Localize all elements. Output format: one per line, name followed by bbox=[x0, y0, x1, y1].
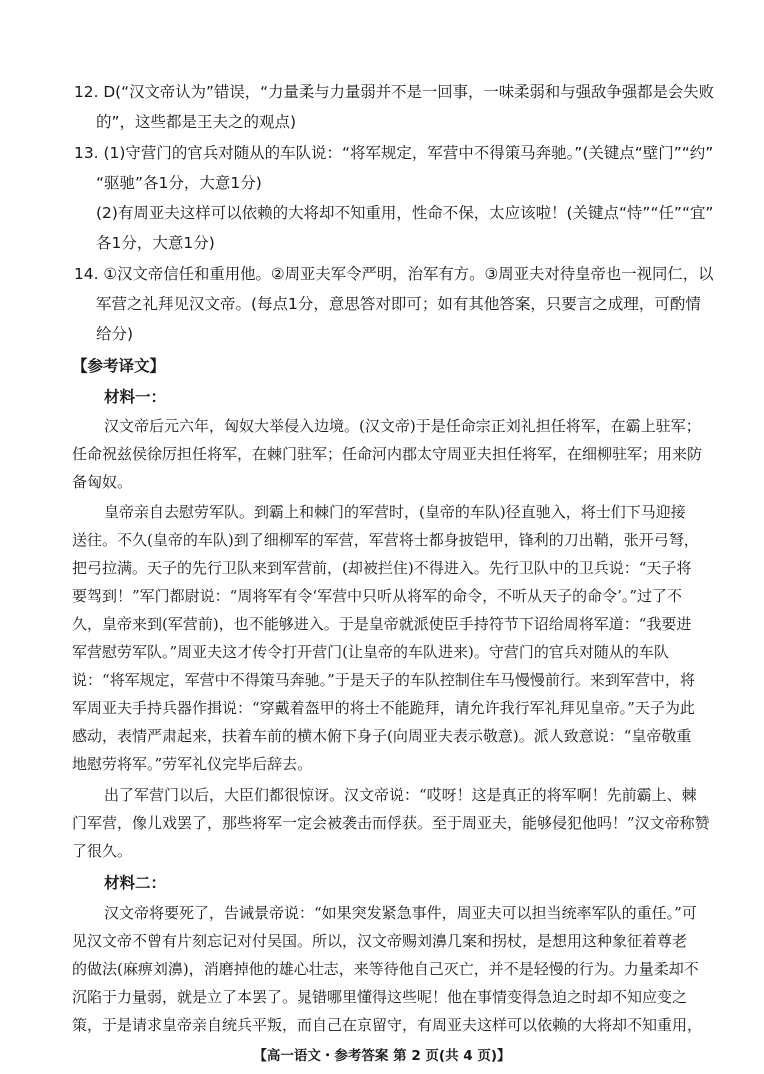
material-1-para-2-line: 皇帝亲自去慰劳军队。到霸上和棘门的军营时，(皇帝的车队)径直驰入，将士们下马迎接 bbox=[104, 503, 686, 521]
answer-13-part2-line-1: (2)有周亚夫这样可以依赖的大将却不知重用，性命不保，太应该啦！(关键点“恃”“任”“宜” bbox=[96, 204, 714, 222]
material-1-para-1-line: 备匈奴。 bbox=[72, 473, 133, 491]
material-2-para-1-line: 的做法(麻痹刘濞)，消磨掉他的雄心壮志，来等待他自己灭亡，并不是轻慢的行为。力量柔却不 bbox=[72, 960, 699, 978]
answer-14-line-1: 14. ①汉文帝信任和重用他。②周亚夫军令严明，治军有方。③周亚夫对待皇帝也一视同仁，以 bbox=[74, 265, 714, 283]
material-1-para-3-line: 了很久。 bbox=[72, 842, 133, 860]
material-2-para-1-line: 汉文帝将要死了，告诫景帝说：“如果突发紧急事件，周亚夫可以担当统率军队的重任。”可 bbox=[104, 904, 697, 922]
answer-13-part1-line-2: “驱驰”各1分，大意1分) bbox=[96, 174, 262, 192]
material-1-para-3-line: 门军营，像儿戏罢了，那些将军一定会被袭击而俘获。至于周亚夫，能够侵犯他吗！”汉文帝称赞 bbox=[72, 814, 710, 832]
material-2-title: 材料二： bbox=[104, 874, 167, 892]
material-1-para-2-line: 把弓拉满。天子的先行卫队来到军营前，(却被拦住)不得进入。先行卫队中的卫兵说：“天子将 bbox=[72, 559, 692, 577]
answer-13-part2-line-2: 各1分，大意1分) bbox=[96, 234, 215, 252]
material-1-para-3-line: 出了军营门以后，大臣们都很惊讶。汉文帝说：“哎呀！这是真正的将军啊！先前霸上、棘 bbox=[104, 786, 697, 804]
answer-14-line-3: 给分) bbox=[96, 325, 134, 343]
material-1-para-2-line: 地慰劳将军。”劳军礼仪完毕后辞去。 bbox=[72, 755, 313, 773]
answer-14-line-2: 军营之礼拜见汉文帝。(每点1分，意思答对即可；如有其他答案，只要言之成理，可酌情 bbox=[96, 295, 701, 313]
material-1-para-1-line: 任命祝兹侯徐厉担任将军，在棘门驻军；任命河内郡太守周亚夫担任将军，在细柳驻军；用来防 bbox=[72, 445, 703, 463]
material-1-para-2-line: 送往。不久(皇帝的车队)到了细柳军的军营，军营将士都身披铠甲，锋利的刀出鞘，张开弓弩， bbox=[72, 531, 699, 549]
translation-heading: 【参考译文】 bbox=[72, 357, 166, 375]
answer-13-part1-line-1: 13. (1)守营门的官兵对随从的车队说：“将军规定，军营中不得策马奔驰。”(关键点“壁门”“约” bbox=[74, 144, 714, 162]
material-1-para-2-line: 军营慰劳军队。”周亚夫这才传令打开营门(让皇帝的车队进来)。守营门的官兵对随从的车队 bbox=[72, 643, 669, 661]
material-1-para-2-line: 要驾到！”军门都尉说：“周将军有令‘军营中只听从将军的命令，不听从天子的命令’。”过了不 bbox=[72, 587, 683, 605]
material-2-para-1-line: 见汉文帝不曾有片刻忘记对付吴国。所以，汉文帝赐刘濞几案和拐杖，是想用这种象征着尊老 bbox=[72, 932, 688, 950]
material-1-para-2-line: 军周亚夫手持兵器作揖说：“穿戴着盔甲的将士不能跪拜，请允许我行军礼拜见皇帝。”天子为此 bbox=[72, 699, 695, 717]
answer-12-line-2: 的”，这些都是王夫之的观点) bbox=[96, 113, 297, 131]
material-1-para-2-line: 久，皇帝来到(军营前)，也不能够进入。于是皇帝就派使臣手持符节下诏给周将军道：“我要进 bbox=[72, 615, 692, 633]
answer-12-line-1: 12. D(“汉文帝认为”错误，“力量柔与力量弱并不是一回事，一味柔弱和与强敌争强都是会失败 bbox=[74, 83, 714, 101]
material-1-para-2-line: 说：“将军规定，军营中不得策马奔驰。”于是天子的车队控制住车马慢慢前行。来到军营中，将 bbox=[72, 671, 695, 689]
material-1-para-1-line: 汉文帝后元六年，匈奴大举侵入边境。(汉文帝)于是任命宗正刘礼担任将军，在霸上驻军； bbox=[104, 417, 701, 435]
material-2-para-1-line: 沉陷于力量弱，就是立了本罢了。晁错哪里懂得这些呢！他在事情变得急迫之时却不知应变之 bbox=[72, 988, 688, 1006]
material-2-para-1-line: 策，于是请求皇帝亲自统兵平叛，而自己在京留守，有周亚夫这样可以依赖的大将却不知重用， bbox=[72, 1016, 703, 1034]
material-1-title: 材料一： bbox=[104, 388, 167, 406]
material-1-para-2-line: 感动，表情严肃起来，扶着车前的横木俯下身子(向周亚夫表示敬意)。派人致意说：“皇帝敬重 bbox=[72, 727, 692, 745]
page-footer: 【高一语文・参考答案 第 2 页(共 4 页)】 bbox=[253, 1048, 511, 1064]
